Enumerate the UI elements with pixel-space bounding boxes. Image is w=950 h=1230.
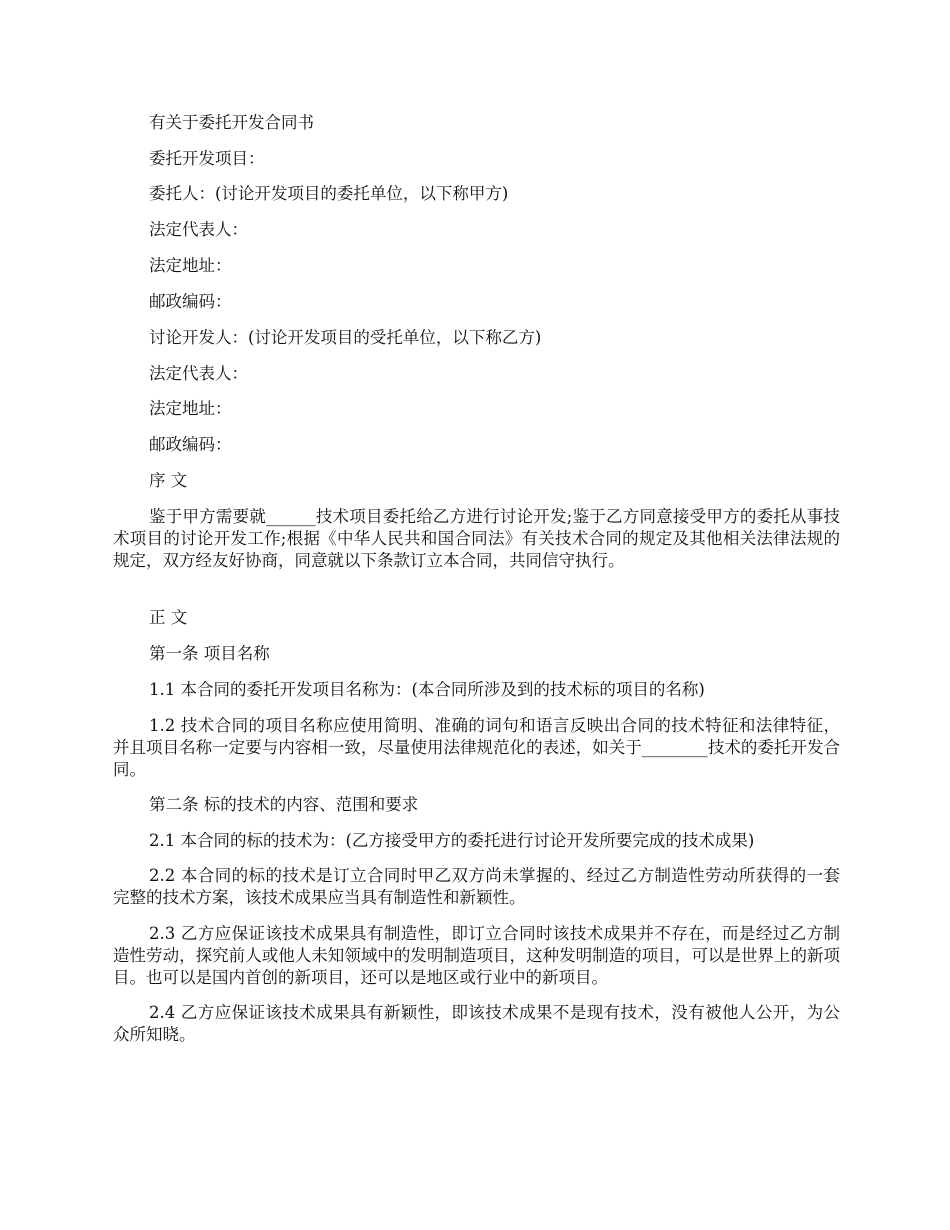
clause-1-2: 1.2 技术合同的项目名称应使用简明、准确的词句和语言反映出合同的技术特征和法律特征，并且项目名称一定要与内容相一致，尽量使用法律规范化的表述，如关于________技术的委托开发合同。 <box>113 716 840 779</box>
clause-2-2: 2.2 本合同的标的技术是订立合同时甲乙双方尚未掌握的、经过乙方制造性劳动所获得的一套完整的技术方案，该技术成果应当具有制造性和新颖性。 <box>113 866 840 907</box>
client-representative-label: 法定代表人： <box>149 220 248 239</box>
project-label: 委托开发项目： <box>149 149 265 168</box>
document-title: 有关于委托开发合同书 <box>149 113 314 132</box>
developer-label: 讨论开发人：(讨论开发项目的受托单位，以下称乙方) <box>149 328 542 347</box>
developer-address-label: 法定地址： <box>149 399 232 418</box>
clause-1-1: 1.1 本合同的委托开发项目名称为：(本合同所涉及到的技术标的项目的名称) <box>149 680 705 699</box>
client-label: 委托人：(讨论开发项目的委托单位，以下称甲方) <box>149 184 509 203</box>
article-1-heading: 第一条 项目名称 <box>149 644 270 663</box>
article-2-heading: 第二条 标的技术的内容、范围和要求 <box>149 795 419 814</box>
clause-2-4: 2.4 乙方应保证该技术成果具有新颖性，即该技术成果不是现有技术，没有被他人公开，为公众所知晓。 <box>113 1003 840 1044</box>
clause-2-3: 2.3 乙方应保证该技术成果具有制造性，即订立合同时该技术成果并不存在，而是经过乙方制造性劳动，探究前人或他人未知领域中的发明制造项目，这种发明制造的项目，可以是世界上的新项目。也可以是国内首创的新项目，还可以是地区或行业中的新项目。 <box>113 924 840 987</box>
client-address-label: 法定地址： <box>149 256 232 275</box>
preamble-heading: 序 文 <box>149 471 188 490</box>
body-heading: 正 文 <box>149 608 188 627</box>
clause-2-1: 2.1 本合同的标的技术为：(乙方接受甲方的委托进行讨论开发所要完成的技术成果) <box>149 831 755 850</box>
developer-postcode-label: 邮政编码： <box>149 435 232 454</box>
client-postcode-label: 邮政编码： <box>149 292 232 311</box>
preamble-paragraph: 鉴于甲方需要就______技术项目委托给乙方进行讨论开发;鉴于乙方同意接受甲方的委托从事技术项目的讨论开发工作;根据《中华人民共和国合同法》有关技术合同的规定及其他相关法律法规的规定，双方经友好协商，同意就以下条款订立本合同，共同信守执行。 <box>113 507 840 570</box>
developer-representative-label: 法定代表人： <box>149 364 248 383</box>
